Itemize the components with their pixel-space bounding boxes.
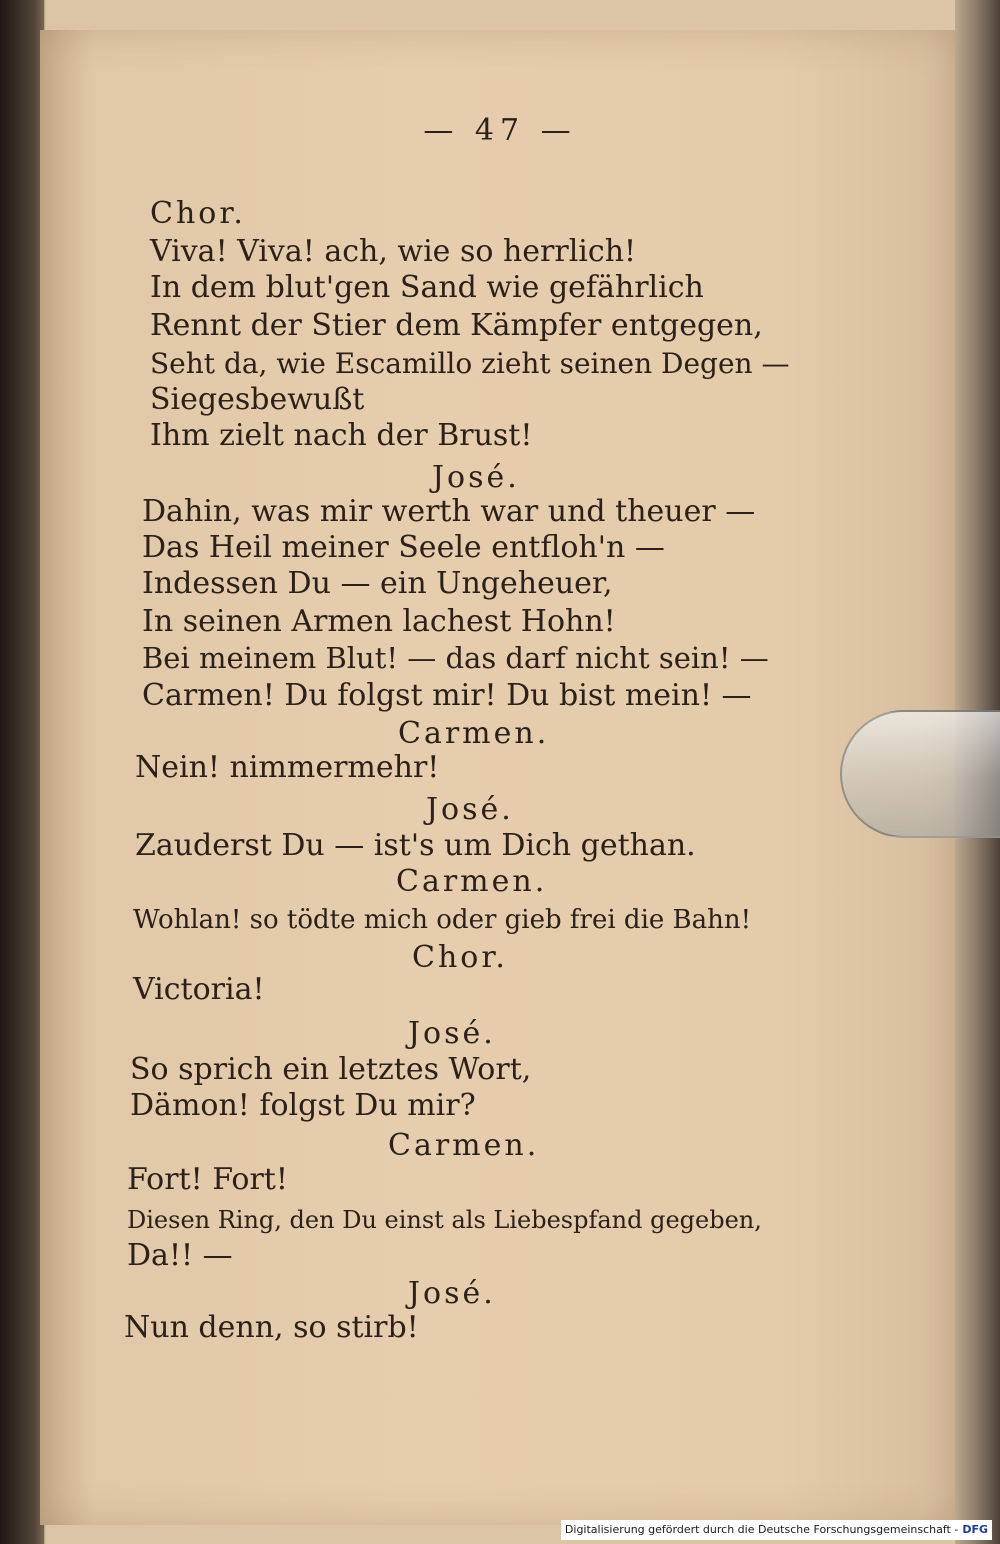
verse-line: In seinen Armen lachest Hohn! — [142, 604, 616, 639]
footer-text: Digitalisierung gefördert durch die Deutsche Forschungsgemeinschaft - — [564, 1523, 959, 1536]
verse-line: Seht da, wie Escamillo zieht seinen Degen — — [150, 347, 790, 380]
speaker-heading: Carmen. — [398, 716, 550, 751]
verse-line: Indessen Du — ein Ungeheuer, — [142, 566, 613, 601]
verse-line: Dämon! folgst Du mir? — [130, 1088, 476, 1123]
verse-line: So sprich ein letztes Wort, — [130, 1052, 532, 1087]
speaker-heading: Chor. — [150, 196, 246, 231]
verse-line: Victoria! — [133, 972, 265, 1007]
verse-line: Nein! nimmermehr! — [135, 750, 440, 785]
verse-line: Das Heil meiner Seele entfloh'n — — [142, 530, 665, 565]
speaker-heading: José. — [432, 460, 520, 495]
footer-credit — [561, 1520, 992, 1540]
verse-line: In dem blut'gen Sand wie gefährlich — [150, 270, 704, 305]
verse-line: Zauderst Du — ist's um Dich gethan. — [135, 828, 696, 863]
verse-line: Fort! Fort! — [127, 1162, 288, 1197]
speaker-heading: Chor. — [412, 940, 508, 975]
book-spine — [0, 0, 44, 1544]
verse-line: Viva! Viva! ach, wie so herrlich! — [150, 234, 637, 269]
speaker-heading: Carmen. — [396, 864, 548, 899]
page-clip — [840, 710, 1000, 838]
speaker-heading: José. — [426, 792, 514, 827]
verse-line: Nun denn, so stirb! — [124, 1310, 419, 1345]
verse-line: Bei meinem Blut! — das darf nicht sein! — — [142, 641, 769, 675]
verse-line: Rennt der Stier dem Kämpfer entgegen, — [150, 308, 763, 343]
verse-line: Dahin, was mir werth war und theuer — — [142, 494, 756, 529]
speaker-heading: José. — [408, 1016, 496, 1051]
verse-line: Ihm zielt nach der Brust! — [150, 418, 533, 453]
dfg-logo: DFG — [962, 1523, 988, 1536]
verse-line: Carmen! Du folgst mir! Du bist mein! — — [142, 678, 752, 713]
verse-line: Wohlan! so tödte mich oder gieb frei die Bahn! — [133, 905, 752, 935]
speaker-heading: José. — [408, 1276, 496, 1311]
page-number: — 47 — — [423, 113, 577, 148]
verse-line: Da!! — — [127, 1238, 233, 1273]
verse-line: Siegesbewußt — [150, 382, 365, 417]
verse-line: Diesen Ring, den Du einst als Liebespfand gegeben, — [127, 1206, 762, 1234]
speaker-heading: Carmen. — [388, 1128, 540, 1163]
